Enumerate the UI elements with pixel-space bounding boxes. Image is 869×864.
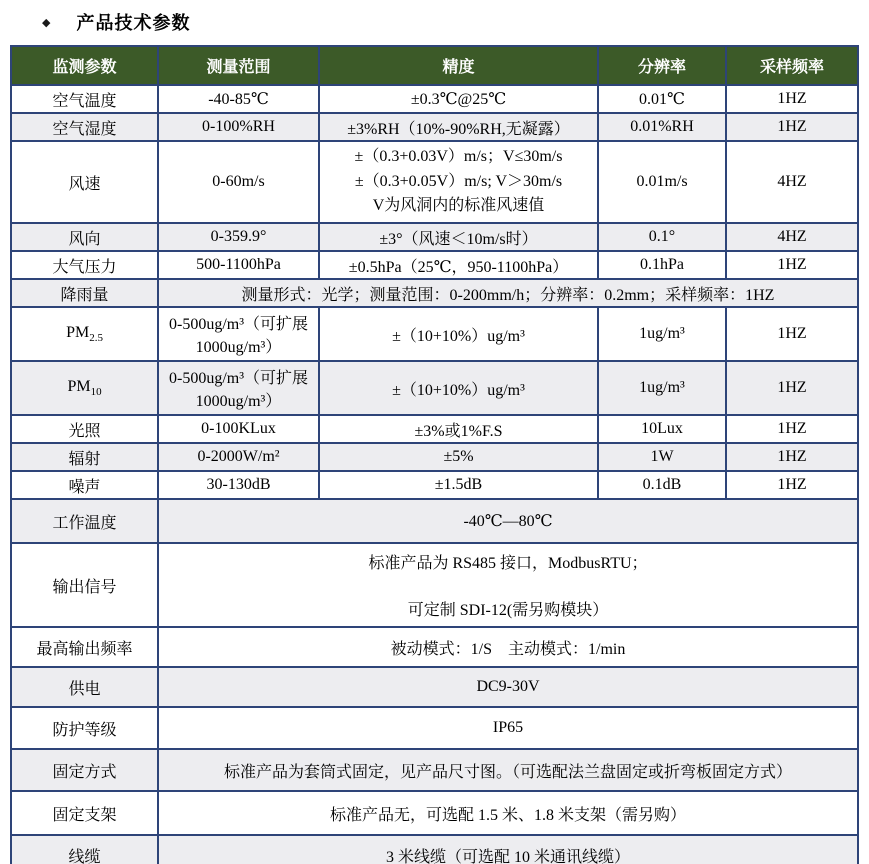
rate-cell: 1HZ bbox=[726, 307, 858, 361]
param-cell: 风向 bbox=[11, 223, 158, 251]
resolution-cell: 0.01m/s bbox=[598, 141, 726, 223]
merged-value-cell: -40℃—80℃ bbox=[158, 499, 858, 543]
range-cell: 0-359.9° bbox=[158, 223, 319, 251]
range-cell: 0-100KLux bbox=[158, 415, 319, 443]
rate-cell: 1HZ bbox=[726, 361, 858, 415]
header-row bbox=[11, 46, 858, 85]
param-cell: 空气温度 bbox=[11, 85, 158, 113]
col-header-accuracy: 精度 bbox=[319, 46, 598, 85]
resolution-cell: 1ug/m³ bbox=[598, 361, 726, 415]
row-air-temperature bbox=[11, 85, 858, 113]
resolution-cell: 0.1hPa bbox=[598, 251, 726, 279]
accuracy-cell: ±5% bbox=[319, 443, 598, 471]
pm-label: PM bbox=[66, 323, 90, 341]
resolution-cell: 1ug/m³ bbox=[598, 307, 726, 361]
signal-line: 可定制 SDI-12(需另购模块） bbox=[407, 602, 609, 619]
param-cell: 最高输出频率 bbox=[11, 627, 158, 667]
param-cell: 降雨量 bbox=[11, 279, 158, 307]
rate-cell: 1HZ bbox=[726, 443, 858, 471]
range-cell: 0-100%RH bbox=[158, 113, 319, 141]
accuracy-cell bbox=[319, 141, 598, 223]
param-cell bbox=[11, 307, 158, 361]
range-cell: 500-1100hPa bbox=[158, 251, 319, 279]
pm-label: PM bbox=[67, 377, 91, 395]
merged-spec-cell: 测量形式：光学；测量范围：0-200mm/h；分辨率：0.2mm；采样频率：1HZ bbox=[158, 279, 858, 307]
merged-value-cell: 被动模式：1/S 主动模式：1/min bbox=[158, 627, 858, 667]
accuracy-line: V为风洞内的标准风速值 bbox=[372, 197, 545, 215]
row-max-output-rate bbox=[11, 627, 858, 667]
merged-value-cell: 标准产品无，可选配 1.5 米、1.8 米支架（需另购） bbox=[158, 791, 858, 835]
param-cell: 输出信号 bbox=[11, 543, 158, 627]
range-cell: 30-130dB bbox=[158, 471, 319, 499]
param-cell: 固定方式 bbox=[11, 749, 158, 791]
rate-cell: 1HZ bbox=[726, 415, 858, 443]
row-cable bbox=[11, 835, 858, 864]
merged-value-cell: DC9-30V bbox=[158, 667, 858, 707]
row-output-signal bbox=[11, 543, 858, 627]
col-header-rate: 采样频率 bbox=[726, 46, 858, 85]
resolution-cell: 0.1° bbox=[598, 223, 726, 251]
pm-subscript: 2.5 bbox=[89, 332, 103, 345]
row-protection-rating bbox=[11, 707, 858, 749]
param-cell: 供电 bbox=[11, 667, 158, 707]
rate-cell: 1HZ bbox=[726, 113, 858, 141]
row-air-pressure bbox=[11, 251, 858, 279]
accuracy-cell: ±0.3℃@25℃ bbox=[319, 85, 598, 113]
row-pm25 bbox=[11, 307, 858, 361]
rate-cell: 1HZ bbox=[726, 251, 858, 279]
rate-cell: 1HZ bbox=[726, 85, 858, 113]
param-cell: 大气压力 bbox=[11, 251, 158, 279]
rate-cell: 4HZ bbox=[726, 141, 858, 223]
diamond-bullet-icon: ◆ bbox=[42, 16, 51, 29]
range-cell: -40-85℃ bbox=[158, 85, 319, 113]
accuracy-cell: ±0.5hPa（25℃，950-1100hPa） bbox=[319, 251, 598, 279]
param-cell: 防护等级 bbox=[11, 707, 158, 749]
resolution-cell: 10Lux bbox=[598, 415, 726, 443]
col-header-range: 测量范围 bbox=[158, 46, 319, 85]
param-cell: 噪声 bbox=[11, 471, 158, 499]
row-noise bbox=[11, 471, 858, 499]
resolution-cell: 0.01℃ bbox=[598, 85, 726, 113]
param-cell bbox=[11, 361, 158, 415]
row-power-supply bbox=[11, 667, 858, 707]
row-light bbox=[11, 415, 858, 443]
accuracy-line: ±（0.3+0.05V）m/s; V＞30m/s bbox=[354, 172, 563, 190]
resolution-cell: 0.1dB bbox=[598, 471, 726, 499]
accuracy-line: ±（0.3+0.03V）m/s；V≤30m/s bbox=[354, 147, 563, 165]
accuracy-cell: ±1.5dB bbox=[319, 471, 598, 499]
row-working-temperature bbox=[11, 499, 858, 543]
merged-value-cell: IP65 bbox=[158, 707, 858, 749]
merged-value-cell: 3 米线缆（可选配 10 米通讯线缆） bbox=[158, 835, 858, 864]
param-cell: 固定支架 bbox=[11, 791, 158, 835]
signal-line: 标准产品为 RS485 接口，ModbusRTU； bbox=[368, 555, 648, 572]
range-cell: 0-500ug/m³（可扩展1000ug/m³） bbox=[158, 361, 319, 415]
row-wind-speed bbox=[11, 141, 858, 223]
accuracy-cell: ±3%RH（10%-90%RH,无凝露） bbox=[319, 113, 598, 141]
accuracy-cell: ±（10+10%）ug/m³ bbox=[319, 361, 598, 415]
accuracy-cell: ±3°（风速＜10m/s时） bbox=[319, 223, 598, 251]
rate-cell: 4HZ bbox=[726, 223, 858, 251]
spec-table bbox=[10, 45, 859, 864]
row-pm10 bbox=[11, 361, 858, 415]
row-mounting-method bbox=[11, 749, 858, 791]
resolution-cell: 0.01%RH bbox=[598, 113, 726, 141]
param-cell: 风速 bbox=[11, 141, 158, 223]
merged-value-cell: 标准产品为套筒式固定，见产品尺寸图。（可选配法兰盘固定或折弯板固定方式） bbox=[158, 749, 858, 791]
rate-cell: 1HZ bbox=[726, 471, 858, 499]
row-mounting-bracket bbox=[11, 791, 858, 835]
pm-subscript: 10 bbox=[90, 386, 102, 399]
resolution-cell: 1W bbox=[598, 443, 726, 471]
param-cell: 空气湿度 bbox=[11, 113, 158, 141]
range-cell: 0-2000W/m² bbox=[158, 443, 319, 471]
accuracy-cell: ±3%或1%F.S bbox=[319, 415, 598, 443]
col-header-resolution: 分辨率 bbox=[598, 46, 726, 85]
param-cell: 光照 bbox=[11, 415, 158, 443]
row-radiation bbox=[11, 443, 858, 471]
range-cell: 0-500ug/m³（可扩展1000ug/m³） bbox=[158, 307, 319, 361]
row-rainfall bbox=[11, 279, 858, 307]
param-cell: 工作温度 bbox=[11, 499, 158, 543]
merged-value-cell bbox=[158, 543, 858, 627]
row-air-humidity bbox=[11, 113, 858, 141]
param-cell: 线缆 bbox=[11, 835, 158, 864]
accuracy-cell: ±（10+10%）ug/m³ bbox=[319, 307, 598, 361]
page-title: 产品技术参数 bbox=[76, 13, 191, 33]
row-wind-direction bbox=[11, 223, 858, 251]
range-cell: 0-60m/s bbox=[158, 141, 319, 223]
col-header-param: 监测参数 bbox=[11, 46, 158, 85]
param-cell: 辐射 bbox=[11, 443, 158, 471]
section-heading bbox=[42, 9, 869, 35]
